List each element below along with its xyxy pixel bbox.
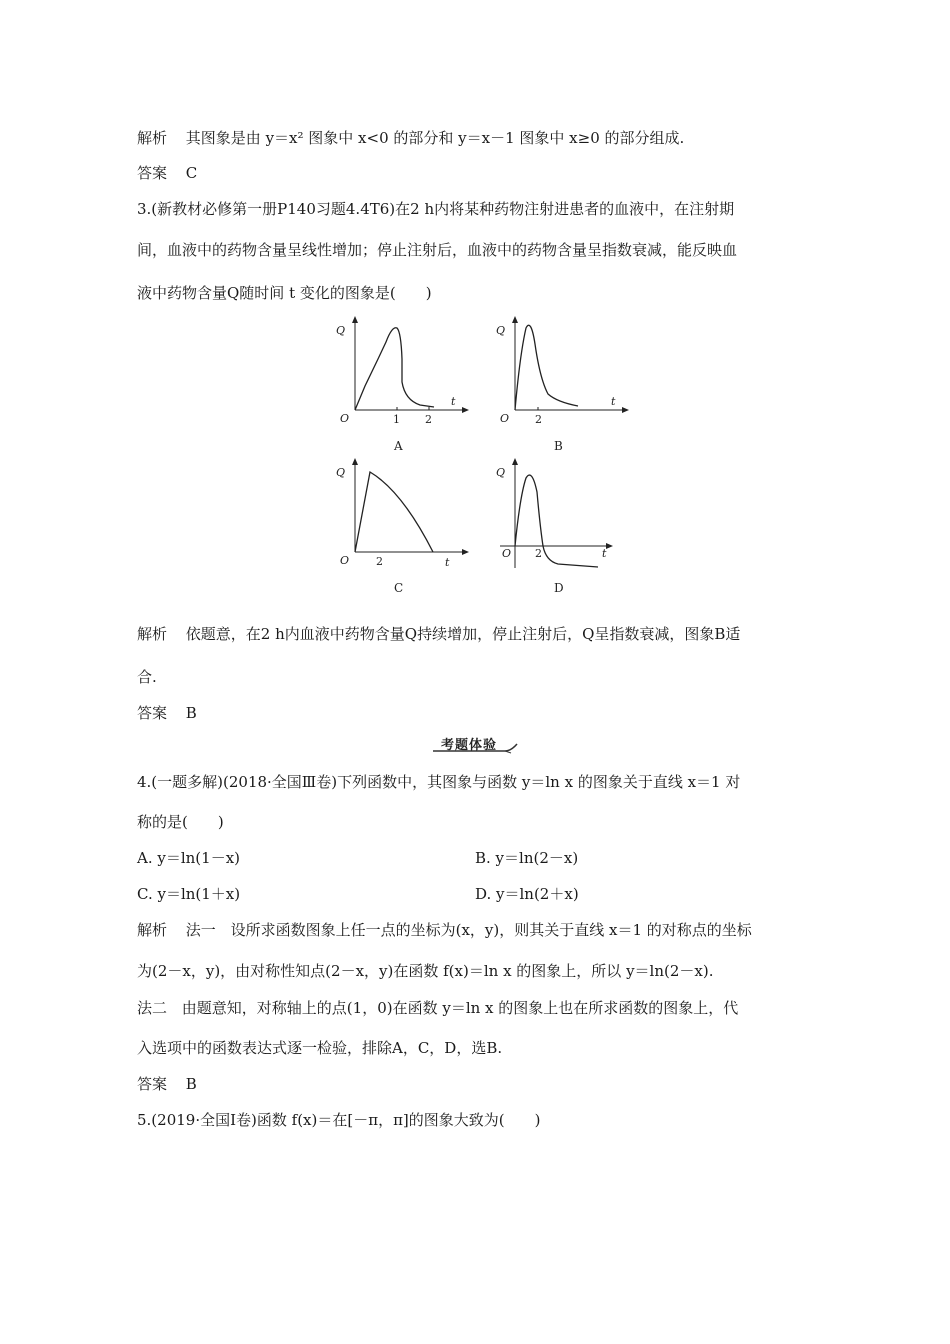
origin-label: O [340, 412, 350, 425]
figure-caption: C [394, 581, 404, 595]
question-3-line-1: 3.(新教材必修第一册P140习题4.4T6)在2 h内将某种药物注射进患者的血液中，在注射期 [137, 200, 735, 218]
question-3-line-3: 液中药物含量Q随时间 t 变化的图象是( ) [137, 284, 432, 302]
tick-label: 2 [376, 555, 383, 568]
solution-2 [137, 128, 684, 148]
figure-caption: D [554, 581, 564, 595]
answer-value: B [185, 1075, 197, 1093]
question-4-line-1: 4.(一题多解)(2018·全国Ⅲ卷)下列函数中，其图象与函数 y＝ln x 的图象关于直线 x＝1 对 [137, 773, 741, 791]
graph-option-b [490, 314, 630, 464]
tick-label: 2 [535, 547, 542, 560]
solution-text: 其图象是由 y＝x² 图象中 x<0 的部分和 y＝x－1 图象中 x≥0 的部分组成. [185, 129, 685, 147]
solution-label: 解析 [137, 921, 168, 939]
answer-3 [137, 703, 197, 723]
method-label: 法二 [137, 999, 168, 1017]
question-5: 5.(2019·全国Ⅰ卷)函数 f(x)＝在[－π，π]的图象大致为( ) [137, 1111, 541, 1129]
solution-text: 设所求函数图象上任一点的坐标为(x，y)，则其关于直线 x＝1 的对称点的坐标 [230, 921, 752, 939]
solution-label: 解析 [137, 625, 168, 643]
answer-label: 答案 [137, 704, 168, 722]
x-axis-label: t [611, 395, 616, 408]
solution-label: 解析 [137, 129, 168, 147]
tick-label: 1 [393, 413, 400, 426]
y-axis-label: Q [496, 466, 506, 479]
section-banner [431, 732, 521, 754]
answer-value: C [185, 164, 198, 182]
solution-4-line-3 [137, 998, 738, 1018]
answer-2 [137, 163, 197, 183]
option-d: D. y＝ln(2＋x) [475, 885, 579, 903]
solution-3-line-1 [137, 624, 740, 644]
option-b: B. y＝ln(2－x) [475, 849, 579, 867]
question-4-line-2: 称的是( ) [137, 813, 224, 831]
solution-3-line-2: 合. [137, 668, 157, 686]
origin-label: O [500, 412, 510, 425]
tick-label: 2 [535, 413, 542, 426]
solution-text: 依题意，在2 h内血液中药物含量Q持续增加，停止注射后，Q呈指数衰减，图象B适 [185, 625, 741, 643]
banner-title: 考题体验 [441, 738, 498, 753]
y-axis-label: Q [336, 324, 346, 337]
graph-option-a [330, 314, 470, 464]
origin-label: O [340, 554, 350, 567]
solution-4-line-2: 为(2－x，y)，由对称性知点(2－x，y)在函数 f(x)＝ln x 的图象上，所以 y＝ln(2－x). [137, 962, 714, 980]
answer-label: 答案 [137, 164, 168, 182]
question-3-line-2: 间，血液中的药物含量呈线性增加；停止注射后，血液中的药物含量呈指数衰减，能反映血 [137, 241, 738, 259]
x-axis-label: t [451, 395, 456, 408]
graph-option-c [330, 456, 470, 606]
solution-text: 由题意知，对称轴上的点(1，0)在函数 y＝ln x 的图象上也在所求函数的图象上，代 [181, 999, 739, 1017]
option-c: C. y＝ln(1＋x) [137, 885, 241, 903]
x-axis-label: t [445, 556, 450, 569]
origin-label: O [502, 547, 512, 560]
option-a: A. y＝ln(1－x) [137, 849, 241, 867]
answer-label: 答案 [137, 1075, 168, 1093]
solution-4-line-4: 入选项中的函数表达式逐一检验，排除A，C，D，选B. [137, 1039, 503, 1057]
tick-label: 2 [425, 413, 432, 426]
answer-value: B [185, 704, 197, 722]
graph-option-d [490, 456, 630, 606]
answer-4 [137, 1074, 197, 1094]
y-axis-label: Q [336, 466, 346, 479]
y-axis-label: Q [496, 324, 506, 337]
method-label: 法一 [185, 921, 216, 939]
figure-caption: B [554, 439, 563, 453]
figure-caption: A [394, 439, 403, 453]
x-axis-label: t [602, 547, 607, 560]
solution-4-line-1 [137, 920, 752, 940]
